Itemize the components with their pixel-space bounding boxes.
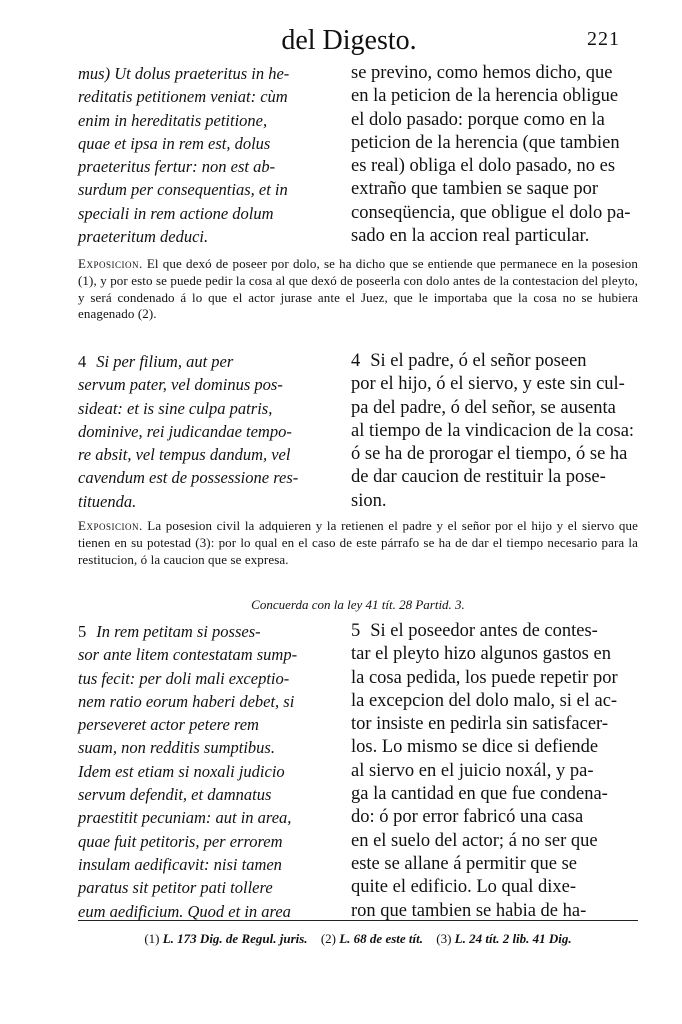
latin-line: enim in hereditatis petitione,	[78, 110, 268, 130]
latin-column	[78, 350, 318, 513]
latin-line: dominive, rei judicandae tempo-	[78, 421, 292, 441]
running-title: del Digesto.	[281, 25, 417, 56]
latin-line: tituenda.	[78, 491, 137, 511]
spanish-line: tor insiste en pedirla sin satisfacer-	[351, 714, 609, 735]
footnote	[144, 931, 307, 946]
spanish-line: en el suelo del actor; á no ser que	[351, 830, 598, 851]
footnote	[436, 931, 571, 946]
footnote-rule	[78, 920, 638, 921]
spanish-line: quite el edificio. Lo qual dixe-	[351, 877, 577, 898]
latin-line: In rem petitam si posses-	[96, 622, 261, 641]
latin-line: tus fecit: per doli mali exceptio-	[78, 668, 290, 688]
latin-line: praeteritum deduci.	[78, 227, 209, 247]
footnote-reference: L. 173 Dig. de Regul. juris.	[162, 931, 308, 946]
latin-line: praeteritus fertur: non est ab-	[78, 157, 276, 177]
latin-line: perseveret actor petere rem	[78, 715, 259, 735]
page-header	[78, 24, 620, 64]
footnote-mark: (3)	[436, 931, 452, 946]
spanish-column	[351, 620, 638, 923]
latin-line: reditatis petitionem veniat: cùm	[78, 87, 288, 107]
spanish-line: pa del padre, ó del señor, se ausenta	[351, 397, 616, 418]
footnote-mark: (2)	[320, 931, 336, 946]
latin-line: suam, non redditis sumptibus.	[78, 738, 275, 758]
spanish-line: Si el poseedor antes de contes-	[370, 621, 598, 641]
spanish-line: en la peticion de la herencia obligue	[351, 86, 619, 107]
footnotes	[78, 930, 638, 948]
exposicion-label: Exposicion.	[78, 256, 143, 271]
spanish-line: sado en la accion real particular.	[351, 226, 590, 247]
latin-line: Idem est etiam si noxali judicio	[78, 761, 285, 781]
latin-line: speciali in rem actione dolum	[78, 203, 274, 223]
spanish-column	[351, 62, 638, 248]
latin-line: servum pater, vel dominus pos-	[78, 375, 283, 395]
spanish-line: es real) obliga el dolo pasado, no es	[351, 156, 616, 177]
spanish-line: sion.	[351, 490, 387, 511]
latin-line: insulam aedificavit: nisi tamen	[78, 854, 282, 874]
latin-line: paratus sit petitor pati tollere	[78, 878, 273, 898]
paragraph-block-3	[78, 620, 638, 923]
latin-line: sideat: et is sine culpa patris,	[78, 398, 273, 418]
spanish-line: la cosa pedida, los puede repetir por	[351, 667, 618, 688]
paragraph-number: 4	[78, 352, 87, 371]
latin-line: praestitit pecuniam: aut in area,	[78, 808, 292, 828]
spanish-line: se previno, como hemos dicho, que	[351, 63, 613, 83]
spanish-line: tar el pleyto hizo algunos gastos en	[351, 644, 611, 665]
footnote-reference: L. 68 de este tít.	[339, 931, 423, 946]
latin-line: cavendum est de possessione res-	[78, 468, 299, 488]
exposicion-1	[78, 256, 638, 323]
paragraph-number: 4	[351, 351, 361, 371]
latin-line: re absit, vel tempus dandum, vel	[78, 445, 291, 465]
exposicion-text: La posesion civil la adquieren y la retienen el padre y el señor por el hijo y el siervo que tienen en su potestad (3): por lo qual en el caso de este párrafo se ha de dar el tiempo necesario para la restitucion, ó la caucion que se expresa.	[78, 518, 638, 567]
latin-line: Si per filium, aut per	[96, 352, 234, 371]
paragraph-number: 5	[351, 621, 361, 641]
spanish-line: conseqüencia, que obligue el dolo pa-	[351, 202, 631, 223]
spanish-line: por el hijo, ó el siervo, y este sin cul-	[351, 374, 625, 395]
spanish-line: este se allane á permitir que se	[351, 853, 578, 874]
spanish-line: ó se ha de prorogar el tiempo, ó se ha	[351, 444, 628, 465]
spanish-line: do: ó por error fabricó una casa	[351, 807, 584, 828]
latin-line: eum aedificium. Quod et in area	[78, 901, 291, 921]
footnote-reference: L. 24 tít. 2 lib. 41 Dig.	[454, 931, 572, 946]
paragraph-block-2	[78, 350, 638, 513]
spanish-column	[351, 350, 638, 513]
latin-line: servum defendit, et damnatus	[78, 785, 272, 805]
latin-line: surdum per consequentias, et in	[78, 180, 288, 200]
spanish-line: extraño que tambien se saque por	[351, 179, 599, 200]
spanish-line: al tiempo de la vindicacion de la cosa:	[351, 420, 635, 441]
latin-column	[78, 620, 318, 923]
spanish-line: la excepcion del dolo malo, si el ac-	[351, 690, 618, 711]
latin-line: sor ante litem contestatam sump-	[78, 645, 298, 665]
spanish-line: ga la cantidad en que fue condena-	[351, 784, 608, 805]
spanish-line: de dar caucion de restituir la pose-	[351, 467, 606, 488]
latin-line: quae fuit petitoris, per errorem	[78, 831, 283, 851]
footnote	[321, 931, 423, 946]
spanish-line: al siervo en el juicio noxál, y pa-	[351, 760, 594, 781]
latin-line: mus) Ut dolus praeteritus in he-	[78, 64, 290, 83]
paragraph-number: 5	[78, 622, 87, 641]
spanish-line: Si el padre, ó el señor poseen	[370, 351, 587, 371]
paragraph-block-1	[78, 62, 638, 248]
latin-line: quae et ipsa in rem est, dolus	[78, 133, 271, 153]
exposicion-text: El que dexó de poseer por dolo, se ha dicho que se entiende que permanece en la posesion (1), y por esto se puede pedir la cosa al que dexó de poseerla con dolo antes de la contestacion del pleyto, y será condenado á lo que el actor jurase ante el Juez, que le importaba que la cosa no se hubiera enagenado (2).	[78, 256, 638, 322]
exposicion-2	[78, 518, 638, 568]
concordance-note: Concuerda con la ley 41 tít. 28 Partid. 3.	[251, 597, 465, 612]
footnote-mark: (1)	[144, 931, 160, 946]
spanish-line: peticion de la herencia (que tambien	[351, 132, 620, 153]
spanish-line: los. Lo mismo se dice si defiende	[351, 737, 599, 758]
exposicion-label: Exposicion.	[78, 518, 143, 533]
latin-line: nem ratio eorum haberi debet, si	[78, 691, 295, 711]
spanish-line: ron que tambien se habia de ha-	[351, 900, 587, 921]
spanish-line: el dolo pasado: porque como en la	[351, 109, 605, 130]
page-number: 221	[587, 28, 620, 50]
latin-column	[78, 62, 318, 248]
